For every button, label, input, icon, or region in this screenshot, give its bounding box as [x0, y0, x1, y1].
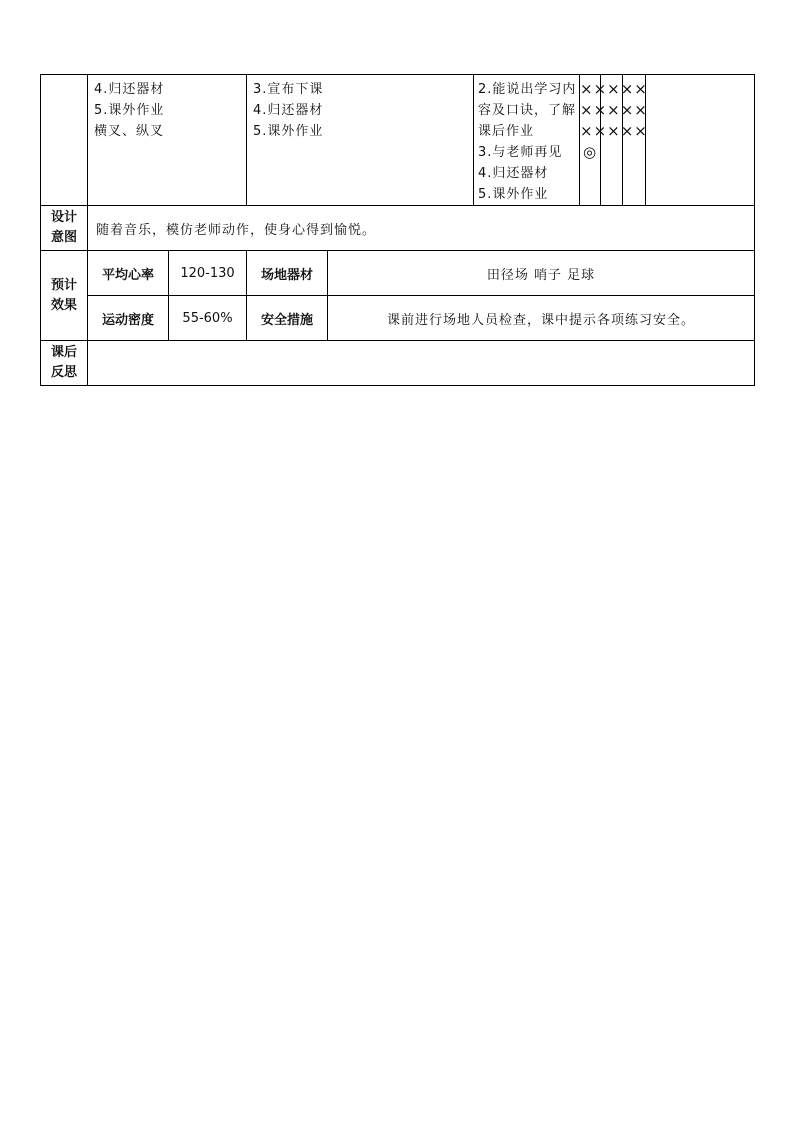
- effect-row-1: [41, 251, 755, 296]
- line-item: 5.课外作业: [253, 124, 324, 139]
- line-item: 4.归还器材: [478, 166, 549, 181]
- reflection-text: [88, 341, 755, 386]
- exercise-density-value: 55-60%: [169, 296, 247, 341]
- heart-rate-value: 120-130: [169, 251, 247, 296]
- formation-row: ×××××: [580, 80, 648, 98]
- line-item: 课后作业: [478, 124, 535, 139]
- content-row: [41, 75, 755, 206]
- student-activity-cell: [88, 75, 247, 206]
- empty-cell: [646, 75, 755, 206]
- line-item: 4.归还器材: [94, 82, 165, 97]
- reflection-row: [41, 341, 755, 386]
- venue-equipment-label: 场地器材: [247, 251, 328, 296]
- line-item: 3.与老师再见: [478, 145, 563, 160]
- expected-effect-label: 预计 效果: [41, 251, 88, 341]
- venue-equipment-value: 田径场 哨子 足球: [328, 251, 755, 296]
- design-intent-label: 设计 意图: [41, 206, 88, 251]
- formation-row: ×××××: [580, 122, 648, 140]
- safety-measures-value: 课前进行场地人员检查，课中提示各项练习安全。: [328, 296, 755, 341]
- design-intent-row: [41, 206, 755, 251]
- effect-row-2: [41, 296, 755, 341]
- formation-row: ×××××: [580, 101, 648, 119]
- design-intent-text: 随着音乐，模仿老师动作，使身心得到愉悦。: [88, 206, 755, 251]
- learning-goal-cell: [474, 75, 580, 206]
- line-item: 3.宣布下课: [253, 82, 324, 97]
- safety-measures-label: 安全措施: [247, 296, 328, 341]
- empty-label-cell: [41, 75, 88, 206]
- formation-cell: [580, 75, 648, 206]
- reflection-label: 课后 反思: [41, 341, 88, 386]
- line-item: 容及口诀，了解: [478, 103, 577, 118]
- line-item: 5.课外作业: [478, 187, 549, 202]
- lesson-plan-table: [40, 74, 755, 386]
- heart-rate-label: 平均心率: [88, 251, 169, 296]
- line-item: 4.归还器材: [253, 103, 324, 118]
- exercise-density-label: 运动密度: [88, 296, 169, 341]
- teacher-position-icon: ◎: [582, 143, 598, 161]
- line-item: 5.课外作业: [94, 103, 165, 118]
- line-item: 横叉、纵叉: [94, 124, 165, 139]
- line-item: 2.能说出学习内: [478, 82, 577, 97]
- teacher-activity-cell: [247, 75, 474, 206]
